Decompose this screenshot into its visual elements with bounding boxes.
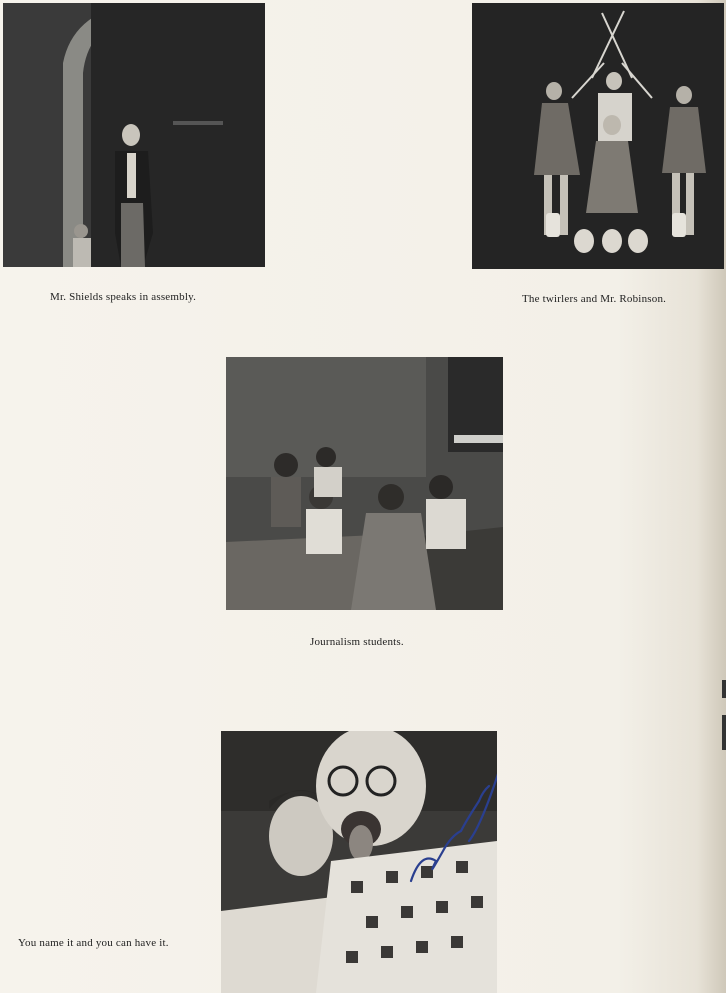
portrait-photo	[221, 731, 497, 993]
twirlers-photo	[472, 3, 724, 269]
journalism-photo	[226, 357, 503, 610]
assembly-photo	[3, 3, 265, 267]
twirlers-caption: The twirlers and Mr. Robinson.	[522, 293, 667, 305]
assembly-caption: Mr. Shields speaks in assembly.	[50, 291, 197, 303]
edge-mark	[722, 715, 726, 750]
journalism-caption: Journalism students.	[310, 636, 404, 648]
portrait-caption: You name it and you can have it.	[18, 937, 169, 949]
edge-mark	[722, 680, 726, 698]
